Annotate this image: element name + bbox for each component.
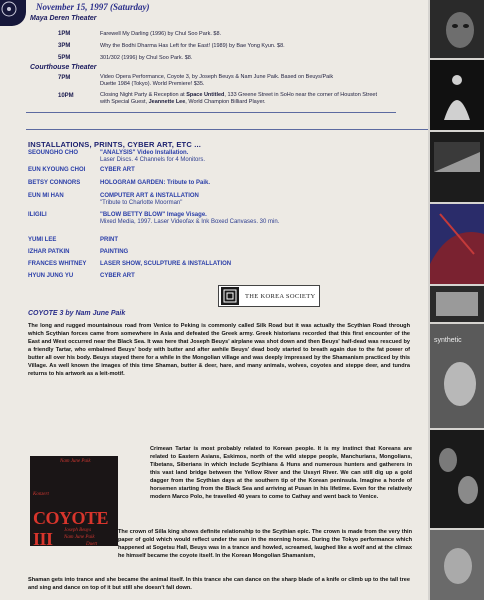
photo-face bbox=[430, 0, 484, 58]
artist-name: HYUN JUNG YU bbox=[28, 273, 74, 279]
essay-paragraph-3: The crown of Silla king shows definite relationship to the Scythian epic. The crown is made from the very thin paper of gold which would reflect under the sun in the morning horse. During the Tokyo performance which happened at Sogetsu Hall, Beuys was in a trance and howled, screamed, laughed like a wolf and at the climax he himself became the coyote itself. In the Korean Mongolian Shamanism, bbox=[118, 529, 412, 559]
poster-line: Joseph Beuys bbox=[64, 528, 92, 533]
artist-work: HOLOGRAM GARDEN: Tribute to Paik. bbox=[100, 180, 211, 186]
jeannette-lee: Jeannette Lee bbox=[148, 99, 186, 105]
schedule-event: Farewell My Darling (1996) by Chul Soo Park. $8. bbox=[100, 31, 222, 37]
artist-work: COMPUTER ART & INSTALLATION "Tribute to Charlotte Moorman" bbox=[100, 193, 199, 206]
poster-line: Nam June Paik bbox=[64, 535, 95, 540]
artist-work: PRINT bbox=[100, 237, 118, 243]
artist-name: FRANCES WHITNEY bbox=[28, 261, 87, 267]
poster-title: COYOTE III bbox=[33, 508, 109, 546]
artist-name: YUMI LEE bbox=[28, 237, 57, 243]
korea-society-label: THE KOREA SOCIETY bbox=[245, 292, 316, 300]
artist-name: ILIGILI bbox=[28, 212, 47, 218]
schedule-event: 301/302 (1996) by Chul Soo Park. $8. bbox=[100, 55, 193, 61]
venue-maya-deren: Maya Deren Theater bbox=[30, 15, 97, 22]
venue-courthouse: Courthouse Theater bbox=[30, 64, 97, 71]
coyote-poster bbox=[30, 456, 118, 546]
strip-caption: synthetic bbox=[434, 337, 462, 344]
schedule-event: Why the Bodhi Dharma Has Left for the East! (1989) by Bae Yong Kyun. $8. bbox=[100, 43, 285, 49]
artist-work: "BLOW BETTY BLOW" Image Visage. Mixed Media, 1997. Laser Videofax & Ink Boxed Canvases. 30 min. bbox=[100, 212, 280, 225]
photo-mixed bbox=[430, 286, 484, 322]
coyote-heading: COYOTE 3 by Nam June Paik bbox=[28, 310, 126, 317]
poster-line: Konzert bbox=[33, 492, 49, 497]
essay-paragraph-1: The long and rugged mountainous road from Venice to Peking is commonly called Silk Road but it was actually the Scythian Road through which Scythian forces came from somewhere in Asia and defeated the Greek army. Greek historians recorded that this first encounter of the East and West occurred near the Black Sea. It was here that Joseph Beuys' airplane was shot down and then Beuys' half-dead was rescued by a friendly Tartar, who embalmed Beuys' body with butter and after awhile Beuys' dead body started to breath again due to the fat power of butter all over his body. Beuys stayed there for a while in the Mongolian village and was deeply impressed by the Shamanism practiced by this Village. As well known the images of this time Shaman, butter & deer, hare, and many animals, wolves, coyotes and steppe deer, and tundra returns to his artwork as a leit-motif. bbox=[28, 323, 410, 377]
artist-work: LASER SHOW, SCULPTURE & INSTALLATION bbox=[100, 261, 232, 267]
poster-line: Nam June Paik bbox=[60, 459, 91, 464]
korea-society-icon bbox=[221, 287, 239, 305]
essay-paragraph-3-end: Shaman gets into trance and she became the animal itself. In this trance she can dance on the sharp blade of a knife or climb up to the tall tree and sing and dance on top of it but still she doesn't fall down. bbox=[28, 577, 410, 591]
installations-heading: INSTALLATIONS, PRINTS, CYBER ART, ETC ... bbox=[28, 140, 202, 149]
schedule-time: 7PM bbox=[58, 75, 71, 81]
section-divider bbox=[26, 112, 396, 113]
korea-society-logo bbox=[218, 285, 320, 307]
artist-name: IZHAR PATKIN bbox=[28, 249, 70, 255]
artist-work: PAINTING bbox=[100, 249, 129, 255]
photo-portrait bbox=[430, 530, 484, 600]
photo-cyber-art-red bbox=[430, 204, 484, 284]
artist-name: SEOUNGHO CHO bbox=[28, 150, 79, 156]
film-archives-logo bbox=[0, 0, 26, 26]
schedule-event: Video Opera Performance, Coyote 3, by Joseph Beuys & Nam June Paik. Based on Beuys/Paik Duette 1984 (Tokyo). World Premiere! $35. bbox=[100, 74, 334, 87]
artist-work: CYBER ART bbox=[100, 273, 135, 279]
artist-name: BETSY CONNORS bbox=[28, 180, 81, 186]
schedule-time: 1PM bbox=[58, 31, 71, 37]
artist-work: CYBER ART bbox=[100, 167, 135, 173]
artist-name: EUN MI HAN bbox=[28, 193, 64, 199]
essay-paragraph-2: Crimean Tartar is most probably related to Korean people. It is my instinct that Koreans are related to Eastern Asians, Eskimos, north of the wild steppe people, Manchurians, Mongolians, Tibetans, Siberians in which include Scythians & Huns and numerous hunters and gatherers in this vast land bridge between the Yellow River and the Ussyri River. We can still dig up a gold dagger from the Scythian days at the southern tip of the Korean peninsula. Imagine a horde of horsemen starting from the Black Sea and arriving at Pusan in his lifetime. Even for the relatively modern Marco Polo, he travelled 40 years to come to Cathay and went back to Venice. bbox=[150, 446, 412, 500]
photo-performers bbox=[430, 430, 484, 528]
photo-synthetic bbox=[430, 324, 484, 428]
schedule-time: 10PM bbox=[58, 93, 74, 99]
schedule-time: 5PM bbox=[58, 55, 71, 61]
artist-name: EUN KYOUNG CHOI bbox=[28, 167, 86, 173]
photo-dancer bbox=[430, 60, 484, 130]
photo-screen bbox=[430, 132, 484, 202]
schedule-time: 3PM bbox=[58, 43, 71, 49]
space-untitled: Space Untitled bbox=[186, 92, 225, 98]
poster-line: Duett bbox=[86, 542, 98, 546]
section-divider bbox=[26, 129, 456, 130]
artist-work: "ANALYSIS" Video Installation. Laser Discs. 4 Channels for 4 Monitors. bbox=[100, 150, 206, 163]
date-header: November 15, 1997 (Saturday) bbox=[36, 2, 150, 12]
schedule-event-closing-party: Closing Night Party & Reception at Space Untitled, 133 Greene Street in SoHo near the corner of Houston Street with Special Guest, Jeannette Lee, World Champion Billiard Player. bbox=[100, 92, 377, 105]
